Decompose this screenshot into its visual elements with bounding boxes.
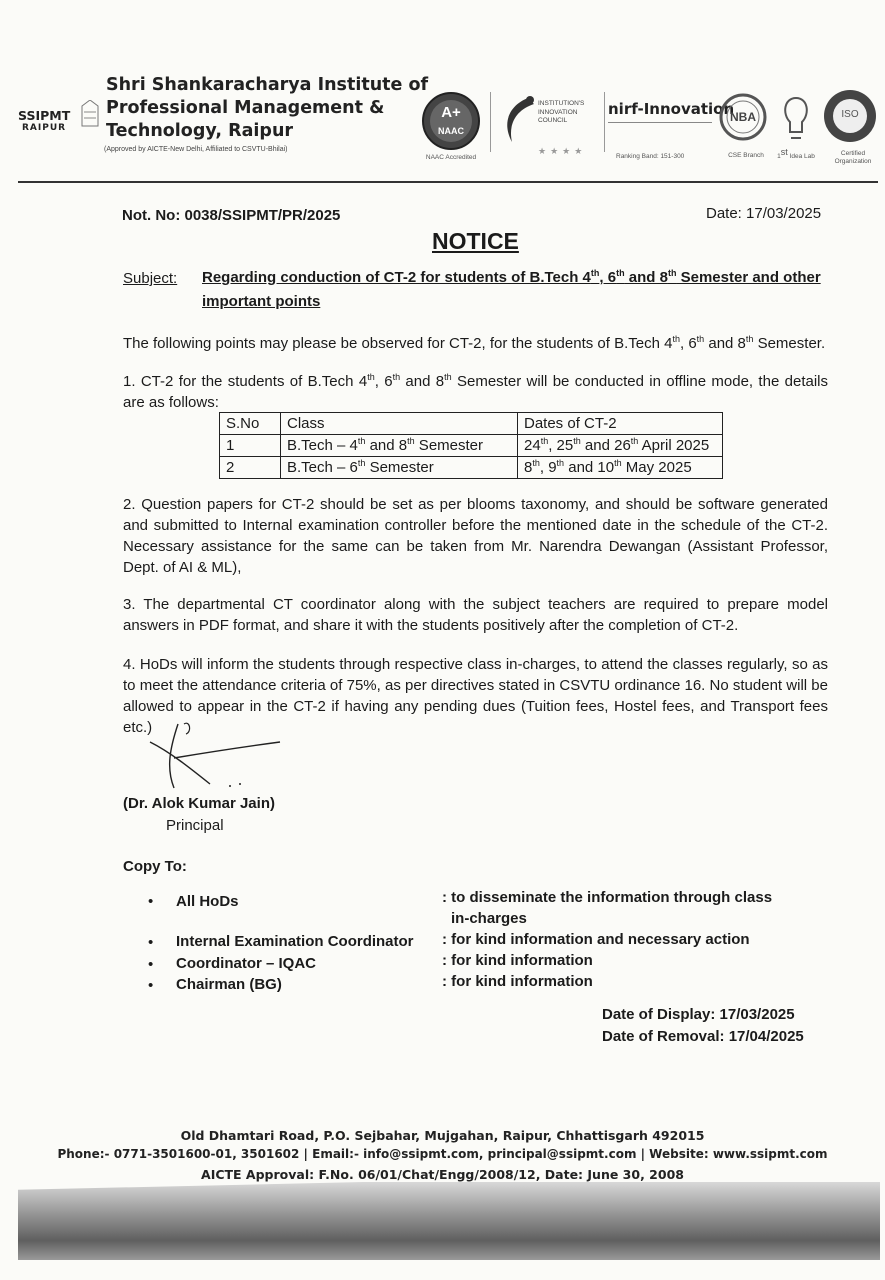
iic-swoosh-icon	[498, 94, 538, 144]
lightbulb-icon	[776, 94, 816, 146]
footer-band	[18, 1182, 880, 1260]
subject-text: Regarding conduction of CT-2 for students of B.Tech 4th, 6th and 8th Semester and other important points	[202, 268, 821, 310]
nba-caption: CSE Branch	[728, 152, 764, 159]
table-header-cell: Dates of CT-2	[518, 413, 723, 435]
notice-title: NOTICE	[432, 228, 519, 254]
point-2: 2. Question papers for CT-2 should be set as per blooms taxonomy, and should be software generated and submitted to Internal examination controller before the mentioned date in the schedule of the CT-2. Necessary assistance for the same can be taken from Mr. Narendra Dewangan (Assistant Professor, Dept. of AI & ML),	[123, 496, 828, 576]
bullet-icon: •	[148, 934, 154, 951]
table-cell: 2	[220, 457, 281, 479]
idea-lab-caption: 1st Idea Lab	[777, 147, 815, 161]
copy-recipient: Chairman (BG)	[176, 976, 282, 993]
institute-name-line: Professional Management &	[106, 98, 385, 118]
footer-aicte: AICTE Approval: F.No. 06/01/Chat/Engg/2008/12, Date: June 30, 2008	[201, 1167, 684, 1182]
iso-text: ISO	[841, 109, 859, 120]
copy-recipient: All HoDs	[176, 893, 239, 910]
intro-paragraph: The following points may please be observed for CT-2, for the students of B.Tech 4th, 6th and 8th Semester.	[123, 334, 826, 352]
nirf-caption: Ranking Band: 151-300	[616, 153, 685, 160]
nirf-badge	[608, 100, 735, 164]
header-rule	[18, 181, 878, 183]
ct2-schedule-table	[219, 412, 723, 479]
table-cell: 24th, 25th and 26th April 2025	[518, 435, 723, 457]
bullet-icon: •	[148, 977, 154, 994]
copy-recipient: Coordinator – IQAC	[176, 955, 317, 972]
date-of-display: Date of Display: 17/03/2025	[602, 1006, 795, 1023]
point-4: 4. HoDs will inform the students through respective class in-charges, to attend the classes regularly, so as to meet the attendance criteria of 75%, as per directives stated in CSVTU ordinance 16. No student will be allowed to appear in the CT-2 if having any pending dues (Tuition fees, Hostel fees, and Transport fees etc.)	[123, 656, 828, 736]
divider	[490, 92, 491, 152]
copy-to-label: Copy To:	[123, 858, 187, 875]
copy-purpose: : for kind information	[442, 952, 593, 969]
naac-label: NAAC	[438, 126, 464, 136]
nirf-logo-text: nirf-Innovation	[608, 100, 735, 118]
copy-recipient: Internal Examination Coordinator	[176, 933, 414, 950]
iic-text: INSTITUTION'S INNOVATION COUNCIL	[538, 100, 585, 124]
point-3: 3. The departmental CT coordinator along with the subject teachers are required to prepare model answers in PDF format, and share it with the students positively after the completion of CT-2.	[123, 596, 828, 634]
footer-contact: Phone:- 0771-3501600-01, 3501602 | Email:- info@ssipmt.com, principal@ssipmt.com | Website: www.ssipmt.com	[57, 1147, 828, 1161]
iso-caption: Certified Organization	[834, 150, 872, 165]
institute-name	[106, 74, 428, 143]
table-row	[220, 435, 723, 457]
iic-badge	[498, 94, 602, 164]
copy-purpose: : for kind information and necessary action	[442, 931, 750, 948]
nba-badge	[718, 92, 774, 164]
nirf-underline	[608, 122, 712, 123]
naac-caption: NAAC Accredited	[425, 154, 477, 161]
copy-purpose: in-charges	[451, 910, 527, 927]
signatory-designation: Principal	[166, 817, 224, 834]
footer-address: Old Dhamtari Road, P.O. Sejbahar, Mujgahan, Raipur, Chhattisgarh 492015	[180, 1128, 705, 1143]
iso-badge	[822, 88, 880, 172]
naac-seal-icon	[420, 90, 482, 152]
idea-lab-badge	[776, 94, 820, 170]
table-cell: B.Tech – 6th Semester	[281, 457, 518, 479]
logo-subtext: RAIPUR	[22, 123, 67, 133]
nba-text: NBA	[730, 110, 756, 124]
table-header-cell: Class	[281, 413, 518, 435]
table-header-row	[220, 413, 723, 435]
naac-grade: A+	[441, 104, 461, 121]
notice-number: Not. No: 0038/SSIPMT/PR/2025	[122, 207, 341, 224]
bullet-icon: •	[148, 956, 154, 973]
date-of-removal: Date of Removal: 17/04/2025	[602, 1028, 804, 1045]
table-header-cell: S.No	[220, 413, 281, 435]
divider	[604, 92, 605, 152]
institute-name-line: Technology, Raipur	[106, 121, 294, 141]
table-row	[220, 457, 723, 479]
table-cell: 8th, 9th and 10th May 2025	[518, 457, 723, 479]
signatory-name: (Dr. Alok Kumar Jain)	[123, 795, 275, 812]
approval-line: (Approved by AICTE-New Delhi, Affiliated to CSVTU-Bhilai)	[104, 146, 288, 153]
signature-image	[130, 718, 310, 798]
point-1: 1. CT-2 for the students of B.Tech 4th, 6th and 8th Semester will be conducted in offline mode, the details are as follows:	[123, 372, 828, 411]
bullet-icon: •	[148, 893, 154, 910]
institute-logo	[16, 100, 102, 140]
star-rating-icon: ★★★★	[538, 146, 587, 156]
notice-date: Date: 17/03/2025	[706, 205, 822, 222]
naac-badge	[420, 90, 482, 176]
institute-name-line: Shri Shankaracharya Institute of	[106, 75, 429, 95]
table-cell: 1	[220, 435, 281, 457]
table-cell: B.Tech – 4th and 8th Semester	[281, 435, 518, 457]
logo-text: SSIPMT	[18, 108, 71, 123]
copy-purpose: : for kind information	[442, 973, 593, 990]
copy-purpose: : to disseminate the information through class	[442, 889, 773, 906]
subject-label: Subject:	[123, 270, 178, 287]
